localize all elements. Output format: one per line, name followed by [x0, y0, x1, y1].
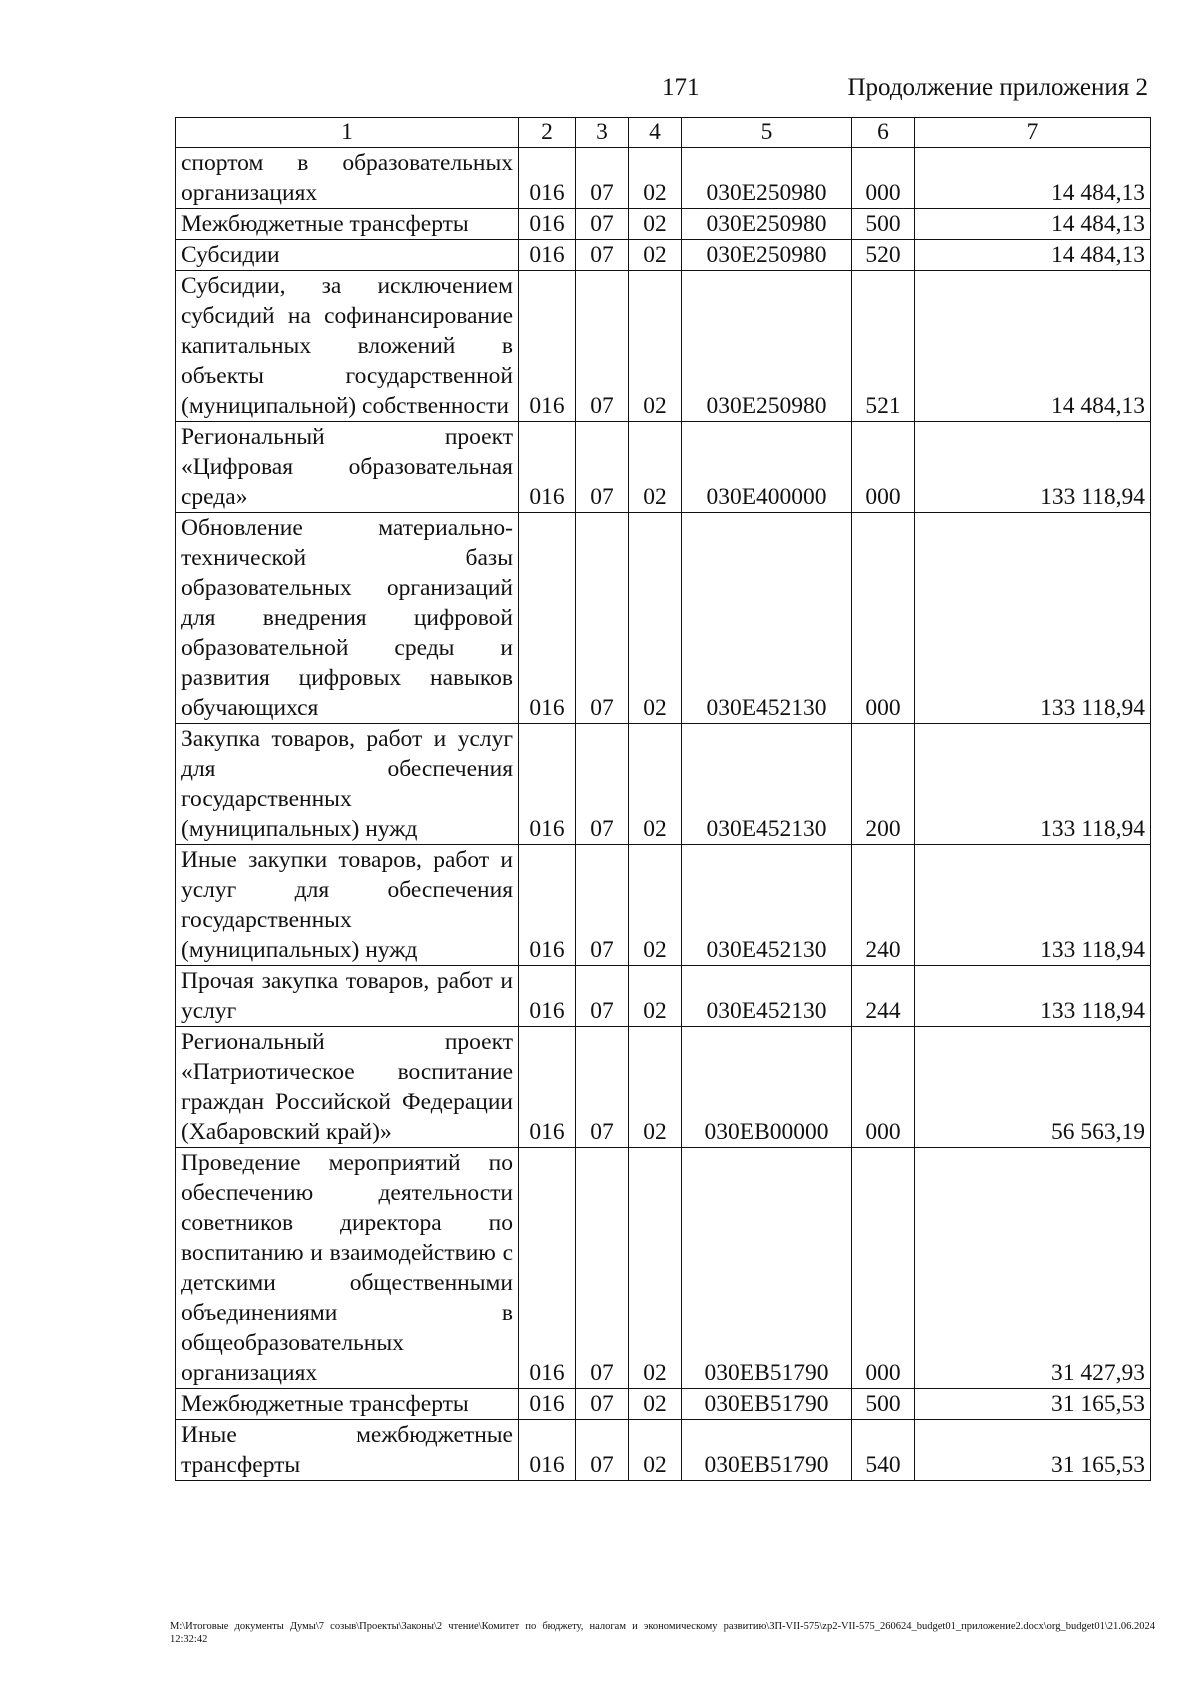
row-amount: 133 118,94 [915, 724, 1151, 845]
row-target-article: 030Е400000 [682, 422, 852, 513]
row-ministry-code: 016 [519, 422, 576, 513]
row-subsection: 02 [629, 1027, 682, 1148]
row-subsection: 02 [629, 422, 682, 513]
row-ministry-code: 016 [519, 1420, 576, 1481]
row-subsection: 02 [629, 966, 682, 1027]
row-name: Проведение мероприятий по обеспечению деятельности советников директора по воспитанию и взаимодействию с детскими общественными объединениями в общеобразовательных организациях [176, 1148, 519, 1389]
table-row [176, 240, 1151, 271]
row-ministry-code: 016 [519, 513, 576, 724]
row-name: Региональный проект «Цифровая образовательная среда» [176, 422, 519, 513]
row-ministry-code: 016 [519, 209, 576, 240]
row-name: Межбюджетные трансферты [176, 209, 519, 240]
header-row [176, 118, 1151, 148]
row-target-article: 030ЕВ51790 [682, 1148, 852, 1389]
row-section: 07 [576, 209, 629, 240]
column-header-5: 5 [682, 118, 852, 148]
row-expense-type: 240 [852, 845, 915, 966]
row-amount: 14 484,13 [915, 271, 1151, 422]
column-header-6: 6 [852, 118, 915, 148]
row-target-article: 030Е452130 [682, 724, 852, 845]
table-row [176, 1420, 1151, 1481]
row-amount: 14 484,13 [915, 148, 1151, 209]
row-subsection: 02 [629, 1389, 682, 1420]
row-section: 07 [576, 845, 629, 966]
row-expense-type: 000 [852, 513, 915, 724]
row-target-article: 030ЕВ51790 [682, 1389, 852, 1420]
row-name: Закупка товаров, работ и услуг для обеспечения государственных (муниципальных) нужд [176, 724, 519, 845]
row-ministry-code: 016 [519, 240, 576, 271]
row-target-article: 030Е452130 [682, 845, 852, 966]
row-subsection: 02 [629, 209, 682, 240]
column-header-7: 7 [915, 118, 1151, 148]
row-expense-type: 520 [852, 240, 915, 271]
row-expense-type: 200 [852, 724, 915, 845]
row-target-article: 030Е452130 [682, 966, 852, 1027]
row-subsection: 02 [629, 1148, 682, 1389]
row-name: Субсидии [176, 240, 519, 271]
row-target-article: 030Е250980 [682, 209, 852, 240]
row-section: 07 [576, 513, 629, 724]
table-row [176, 1389, 1151, 1420]
page-number: 171 [662, 74, 700, 101]
row-ministry-code: 016 [519, 271, 576, 422]
row-expense-type: 000 [852, 1027, 915, 1148]
row-section: 07 [576, 148, 629, 209]
table-row [176, 271, 1151, 422]
row-amount: 31 165,53 [915, 1389, 1151, 1420]
row-ministry-code: 016 [519, 1389, 576, 1420]
row-subsection: 02 [629, 513, 682, 724]
continuation-label: Продолжение приложения 2 [847, 74, 1148, 101]
row-name: Иные закупки товаров, работ и услуг для обеспечения государственных (муниципальных) нужд [176, 845, 519, 966]
column-header-2: 2 [519, 118, 576, 148]
row-target-article: 030Е250980 [682, 271, 852, 422]
row-expense-type: 000 [852, 148, 915, 209]
row-subsection: 02 [629, 724, 682, 845]
budget-table [175, 117, 1151, 1481]
row-expense-type: 540 [852, 1420, 915, 1481]
row-section: 07 [576, 724, 629, 845]
row-amount: 133 118,94 [915, 845, 1151, 966]
column-header-3: 3 [576, 118, 629, 148]
table-row [176, 966, 1151, 1027]
row-section: 07 [576, 1389, 629, 1420]
row-amount: 133 118,94 [915, 966, 1151, 1027]
row-name: спортом в образовательных организациях [176, 148, 519, 209]
row-subsection: 02 [629, 271, 682, 422]
row-section: 07 [576, 422, 629, 513]
table-row [176, 148, 1151, 209]
row-expense-type: 000 [852, 422, 915, 513]
table-row [176, 422, 1151, 513]
row-ministry-code: 016 [519, 966, 576, 1027]
row-ministry-code: 016 [519, 845, 576, 966]
row-ministry-code: 016 [519, 724, 576, 845]
table-row [176, 209, 1151, 240]
row-target-article: 030ЕВ51790 [682, 1420, 852, 1481]
row-target-article: 030Е250980 [682, 148, 852, 209]
row-amount: 133 118,94 [915, 422, 1151, 513]
row-amount: 14 484,13 [915, 209, 1151, 240]
row-amount: 31 427,93 [915, 1148, 1151, 1389]
row-subsection: 02 [629, 240, 682, 271]
row-amount: 14 484,13 [915, 240, 1151, 271]
column-header-1: 1 [176, 118, 519, 148]
row-name: Прочая закупка товаров, работ и услуг [176, 966, 519, 1027]
row-section: 07 [576, 240, 629, 271]
row-section: 07 [576, 1027, 629, 1148]
row-target-article: 030Е250980 [682, 240, 852, 271]
file-path-footer: М:\Итоговые документы Думы\7 созыв\Проекты\Законы\2 чтение\Комитет по бюджету, налогам и экономическому развитию\ЗП-VII-575\zp2-VII-575_260624_budget01_приложение2.docx\org_budget01\21.06.2024 12:32:42 [170, 1621, 1155, 1645]
row-expense-type: 500 [852, 1389, 915, 1420]
row-expense-type: 244 [852, 966, 915, 1027]
row-name: Субсидии, за исключением субсидий на софинансирование капитальных вложений в объекты государственной (муниципальной) собственности [176, 271, 519, 422]
row-expense-type: 521 [852, 271, 915, 422]
row-name: Межбюджетные трансферты [176, 1389, 519, 1420]
row-subsection: 02 [629, 148, 682, 209]
table-row [176, 1148, 1151, 1389]
row-section: 07 [576, 271, 629, 422]
row-ministry-code: 016 [519, 1027, 576, 1148]
row-name: Обновление материально-технической базы образовательных организаций для внедрения цифровой образовательной среды и развития цифровых навыков обучающихся [176, 513, 519, 724]
row-ministry-code: 016 [519, 1148, 576, 1389]
row-target-article: 030Е452130 [682, 513, 852, 724]
row-name: Региональный проект «Патриотическое воспитание граждан Российской Федерации (Хабаровский край)» [176, 1027, 519, 1148]
row-section: 07 [576, 966, 629, 1027]
table-row [176, 724, 1151, 845]
row-amount: 133 118,94 [915, 513, 1151, 724]
row-section: 07 [576, 1148, 629, 1389]
row-target-article: 030ЕВ00000 [682, 1027, 852, 1148]
table-row [176, 845, 1151, 966]
row-subsection: 02 [629, 845, 682, 966]
row-expense-type: 500 [852, 209, 915, 240]
row-name: Иные межбюджетные трансферты [176, 1420, 519, 1481]
row-subsection: 02 [629, 1420, 682, 1481]
column-header-4: 4 [629, 118, 682, 148]
table-row [176, 1027, 1151, 1148]
table-row [176, 513, 1151, 724]
row-ministry-code: 016 [519, 148, 576, 209]
row-section: 07 [576, 1420, 629, 1481]
row-expense-type: 000 [852, 1148, 915, 1389]
row-amount: 56 563,19 [915, 1027, 1151, 1148]
row-amount: 31 165,53 [915, 1420, 1151, 1481]
